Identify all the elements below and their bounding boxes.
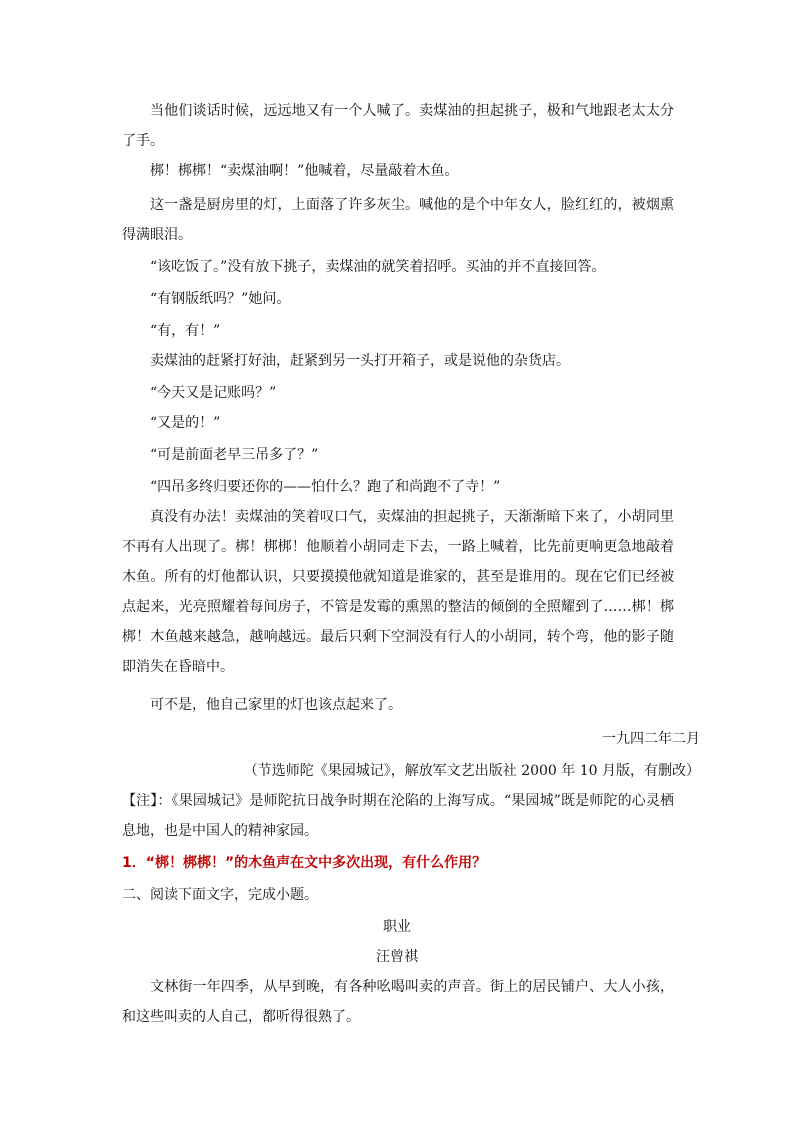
section-2-heading: 二、阅读下面文字，完成小题。 (122, 887, 318, 903)
essay-author: 汪曾祺 (376, 949, 418, 965)
paragraph-9: “又是的！” (150, 415, 221, 431)
question-1: 1．“梆！梆梆！”的木鱼声在文中多次出现，有什么作用？ (122, 855, 487, 871)
paragraph-5: “有钢版纸吗？”她问。 (150, 291, 291, 307)
paragraph-7: 卖煤油的赶紧打好油，赶紧到另一头打开箱子，或是说他的杂货店。 (150, 353, 570, 369)
note-text: 《果园城记》是师陀抗日战争时期在沦陷的上海写成。“果园城”既是师陀的心灵栖息地，也是中国人的精神家园。 (122, 793, 675, 839)
paragraph-6: “有，有！” (150, 323, 221, 339)
date-line: 一九四二年二月 (602, 731, 700, 747)
note-label: 【注】： (122, 793, 172, 809)
paragraph-1: 当他们谈话时候，远远地又有一个人喊了。卖煤油的担起挑子，极和气地跟老太太分了手。 (122, 103, 674, 149)
source-line: （节选师陀《果园城记》，解放军文艺出版社 2000 年 10 月版，有删改） (243, 763, 700, 779)
paragraph-11: “四吊多终归要还你的——怕什么？跑了和尚跑不了寺！” (150, 479, 501, 495)
paragraph-13: 可不是，他自己家里的灯也该点起来了。 (150, 697, 402, 713)
paragraph-4: “该吃饭了。”没有放下挑子，卖煤油的就笑着招呼。买油的并不直接回答。 (150, 259, 606, 275)
paragraph-8: “今天又是记账吗？” (150, 385, 277, 401)
note (122, 786, 674, 846)
paragraph-2: 梆！梆梆！“卖煤油啊！”他喊着，尽量敲着木鱼。 (150, 163, 459, 179)
essay-title: 职业 (383, 919, 411, 935)
essay-paragraph-1: 文林街一年四季，从早到晚，有各种吆喝叫卖的声音。街上的居民铺户、大人小孩，和这些叫卖的人自己，都听得很熟了。 (122, 979, 674, 1025)
paragraph-3: 这一盏是厨房里的灯，上面落了许多灰尘。喊他的是个中年女人，脸红红的，被烟熏得满眼泪。 (122, 197, 674, 243)
paragraph-12: 真没有办法！卖煤油的笑着叹口气，卖煤油的担起挑子，天渐渐暗下来了，小胡同里不再有人出现了。梆！梆梆！他顺着小胡同走下去，一路上喊着，比先前更响更急地敲着木鱼。所有的灯他都认识，只要摸摸他就知道是谁家的，甚至是谁用的。现在它们已经被点起来，光亮照耀着每间房子，不管是发霉的熏黑的整洁的倾倒的全照耀到了……梆！梆梆！木鱼越来越急，越响越远。最后只剩下空洞没有行人的小胡同，转个弯，他的影子随即消失在昏暗中。 (122, 509, 674, 675)
paragraph-10: “可是前面老早三吊多了？” (150, 447, 319, 463)
